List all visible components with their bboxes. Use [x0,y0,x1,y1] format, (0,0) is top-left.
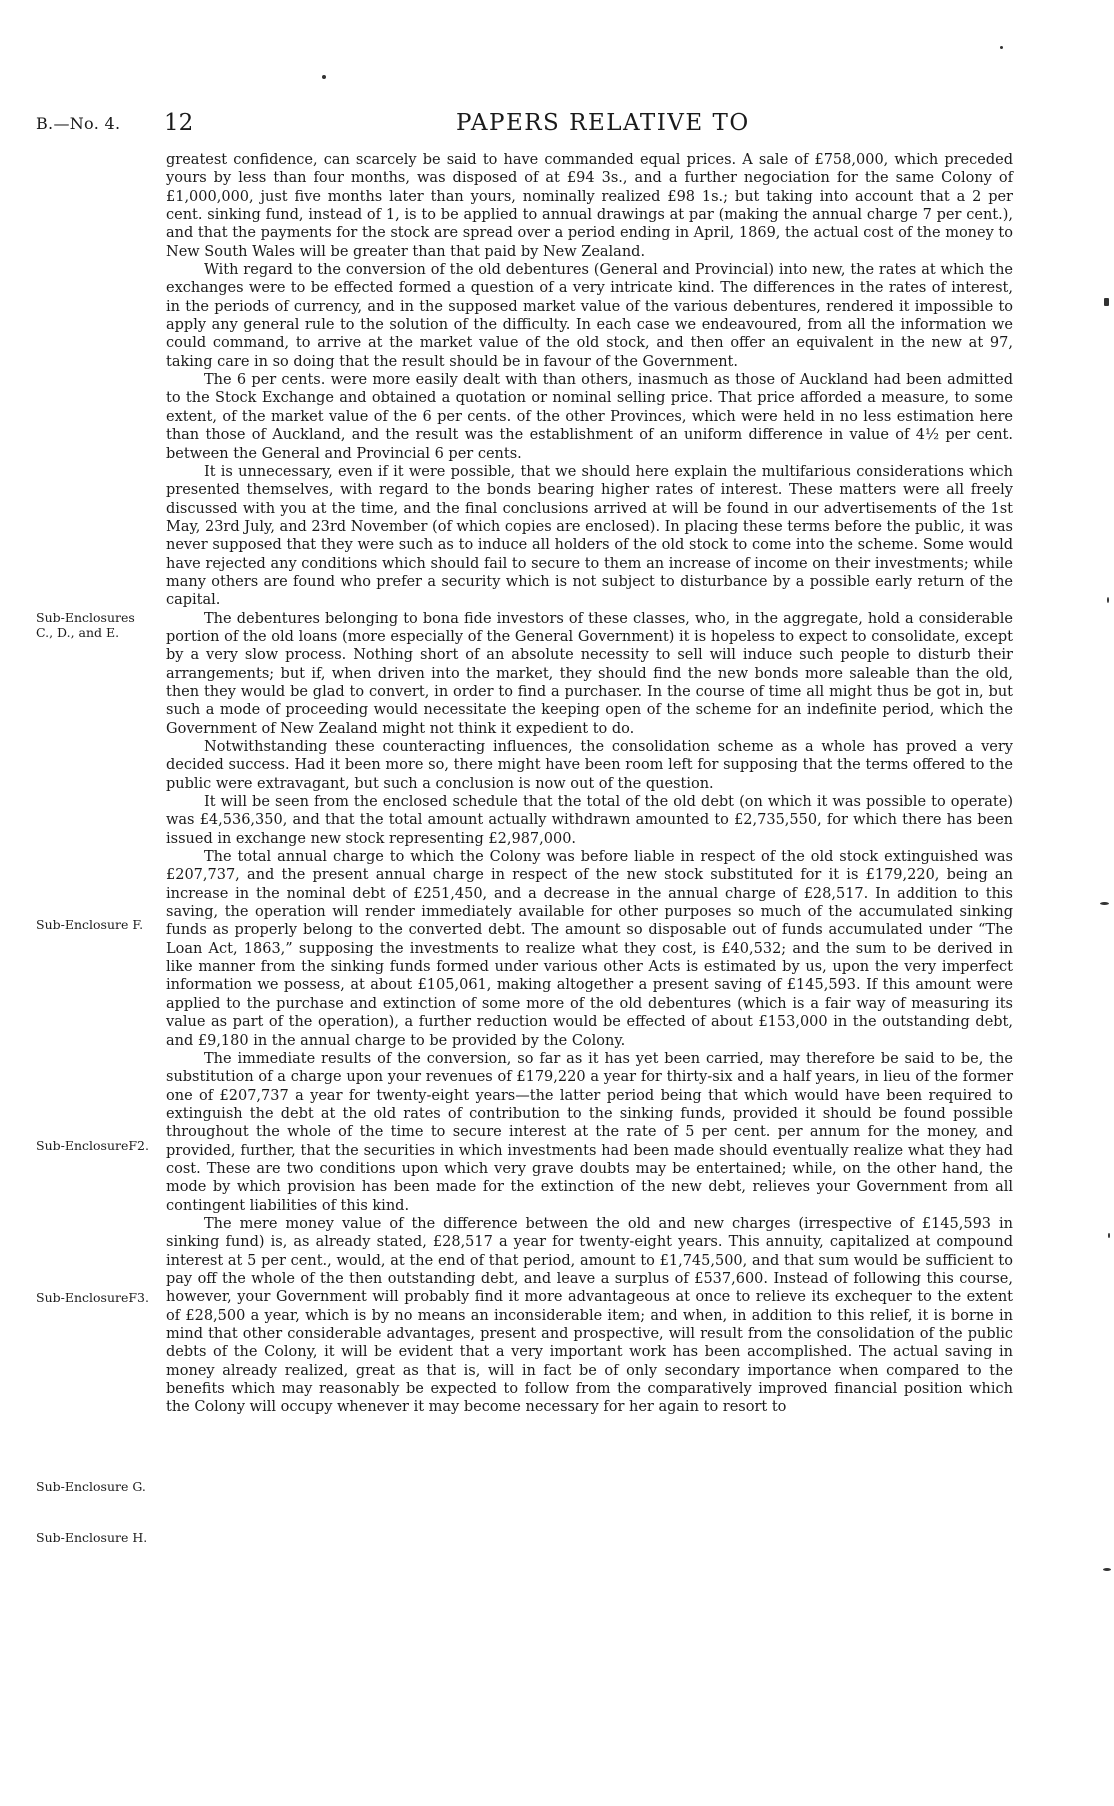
paragraph: The debentures belonging to bona fide investors of these classes, who, in the aggregate, hold a considerable portion of the old loans (more especially of the General Government) it is hopeless to expect to consolidate, except by a very slow process. Nothing short of an absolute necessity to sell will induce such people to disturb their arrangements; but if, when driven into the market, they should find the new bonds more saleable than the old, then they would be glad to convert, in order to find a purchaser. In the course of time all might thus be got in, but such a mode of proceeding would necessitate the keeping open of the scheme for an indefinite period, which the Government of New Zealand might not think it expedient to do. [166,610,1013,737]
paragraph: greatest confidence, can scarcely be said to have commanded equal prices. A sale of £758,000, which preceded yours by less than four months, was disposed of at £94 3s., and a further negociation for the same Colony of £1,000,000, just five months later than yours, nominally realized £98 1s.; but taking into account that a 2 per cent. sinking fund, instead of 1, is to be applied to annual drawings at par (making the annual charge 7 per cent.), and that the payments for the stock are spread over a period ending in April, 1869, the actual cost of the money to New South Wales will be greater than that paid by New Zealand. [166,152,1013,260]
paragraph: The total annual charge to which the Colony was before liable in respect of the old stock extinguished was £207,737, and the present annual charge in respect of the new stock substituted for it is £179,220, being an increase in the nominal debt of £251,450, and a decrease in the annual charge of £28,517. In addition to this saving, the operation will render immediately available for other purposes so much of the accumulated sinking funds as properly belong to the converted debt. The amount so disposable out of funds accumulated under “The Loan Act, 1863,” supposing the investments to realize what they cost, is £40,532; and the sum to be derived in like manner from the sinking funds formed under various other Acts is estimated by us, upon the very imperfect information we possess, at about £105,061, making altogether a present saving of £145,593. If this amount were applied to the purchase and extinction of some more of the old debentures (which is a fair way of measuring its value as part of the operation), a further reduction would be effected of about £153,000 in the outstanding debt, and £9,180 in the annual charge to be provided by the Colony. [166,849,1013,1049]
margin-note: Sub-Enclosure H. [36,1530,148,1545]
margin-note: C., D., and E. [36,625,120,640]
paragraph: It will be seen from the enclosed schedule that the total of the old debt (on which it was possible to operate) was £4,536,350, and that the total amount actually withdrawn amounted to £2,735,550, for which there has been issued in exchange new stock representing £2,987,000. [166,794,1013,847]
page-header [36,112,1036,146]
running-title: PAPERS RELATIVE TO [456,110,750,136]
paragraph: It is unnecessary, even if it were possible, that we should here explain the multifarious considerations which presented themselves, with regard to the bonds bearing higher rates of interest. These matters were all freely discussed with you at the time, and the final conclusions arrived at will be found in our advertisements of the 1st May, 23rd July, and 23rd November (of which copies are enclosed). In placing these terms before the public, it was never supposed that they were such as to induce all holders of the old stock to come into the scheme. Some would have rejected any conditions which should fail to secure to them an increase of income on their investments; while many others are found who prefer a security which is not subject to disturbance by a possible early return of the capital. [166,463,1013,609]
paragraph: Notwithstanding these counteracting influences, the consolidation scheme as a whole has proved a very decided success. Had it been more so, there might have been room left for supposing that the terms offered to the public were extravagant, but such a conclusion is now out of the question. [166,739,1013,792]
margin-note: Sub-Enclosure G. [36,1479,146,1494]
body-text [166,151,1013,1417]
page-number: 12 [164,110,194,136]
margin-note: Sub-Enclosures [36,610,135,625]
margin-note: Sub-Enclosure F. [36,917,144,932]
paragraph: The mere money value of the difference between the old and new charges (irrespective of £145,593 in sinking fund) is, as already stated, £28,517 a year for twenty-eight years. This annuity, capitalized at compound interest at 5 per cent., would, at the end of that period, amount to £1,745,500, and that sum would be sufficient to pay off the whole of the then outstanding debt, and leave a surplus of £537,600. Instead of following this course, however, your Government will probably find it more advantageous at once to relieve its exchequer to the extent of £28,500 a year, which is by no means an inconsiderable item; and when, in addition to this relief, it is borne in mind that other considerable advantages, present and prospective, will result from the consolidation of the public debts of the Colony, it will be evident that a very important work has been accomplished. The actual saving in money already realized, great as that is, will in fact be of only secondary importance when compared to the benefits which may reasonably be expected to follow from the comparatively improved financial position which the Colony will occupy whenever it may become necessary for her again to resort to [166,1215,1013,1416]
paragraph: The immediate results of the conversion, so far as it has yet been carried, may therefore be said to be, the substitution of a charge upon your revenues of £179,220 a year for thirty-six and a half years, in lieu of the former one of £207,737 a year for twenty-eight years—the latter period being that which would have been required to extinguish the debt at the old rates of contribution to the sinking funds, provided it should be found possible throughout the whole of the time to secure interest at the rate of 5 per cent. per annum for the money, and provided, further, that the securities in which investments had been made should eventually realize what they had cost. These are two conditions upon which very grave doubts may be entertained; while, on the other hand, the mode by which provision has been made for the extinction of the new debt, relieves your Government from all contingent liabilities of this kind. [166,1050,1013,1214]
margin-note: Sub-EnclosureF2. [36,1138,149,1153]
paragraph: With regard to the conversion of the old debentures (General and Provincial) into new, the rates at which the exchanges were to be effected formed a question of a very intricate kind. The differences in the rates of interest, in the periods of currency, and in the supposed market value of the various debentures, rendered it impossible to apply any general rule to the solution of the difficulty. In each case we endeavoured, from all the information we could command, to arrive at the market value of the old stock, and then offer an equivalent in the new at 97, taking care in so doing that the result should be in favour of the Government. [166,262,1013,370]
document-reference: B.—No. 4. [36,114,121,133]
margin-note: Sub-EnclosureF3. [36,1290,149,1305]
paragraph: The 6 per cents. were more easily dealt with than others, inasmuch as those of Auckland had been admitted to the Stock Exchange and obtained a quotation or nominal selling price. That price afforded a measure, to some extent, of the market value of the 6 per cents. of the other Provinces, which were held in no less estimation here than those of Auckland, and the result was the establishment of an uniform difference in value of 4½ per cent. between the General and Provincial 6 per cents. [166,372,1013,462]
